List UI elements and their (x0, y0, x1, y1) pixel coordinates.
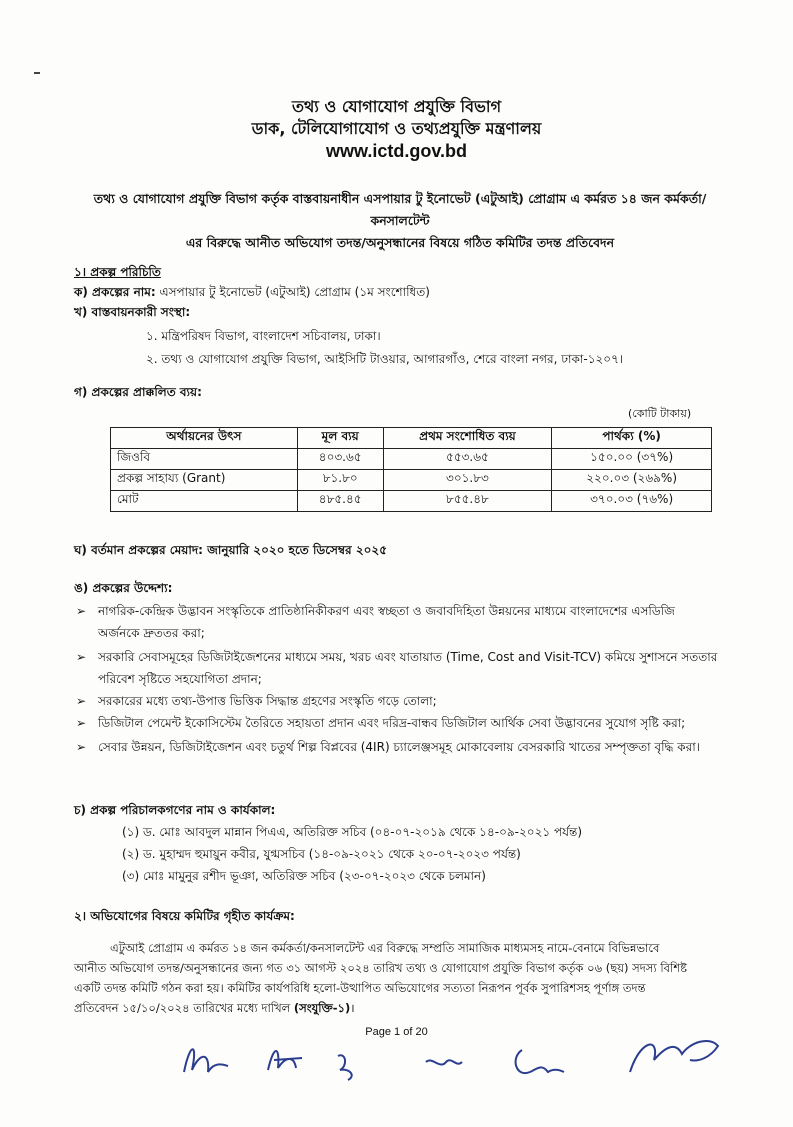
objective-text: সরকারের মধ্যে তথ্য-উপাত্ত ভিত্তিক সিদ্ধান্ত গ্রহণের সংস্কৃতি গড়ে তোলা; (98, 694, 437, 708)
annex-reference: (সংযুক্তি-১) (293, 1001, 351, 1015)
table-cell: প্রকল্প সাহায্য (Grant) (111, 470, 298, 491)
directors-heading: চ) প্রকল্প পরিচালকগণের নাম ও কার্যকাল: (74, 803, 276, 817)
signature-5 (516, 1050, 564, 1073)
table-cell: ৩৭০.০৩ (৭৬%) (552, 491, 712, 512)
report-title-line-2: এর বিরুদ্ধে আনীত অভিযোগ তদন্ত/অনুসন্ধানের বিষয়ে গঠিত কমিটির তদন্ত প্রতিবেদন (185, 235, 615, 250)
signature-1 (184, 1049, 228, 1072)
project-name-label: ক) প্রকল্পের নাম: (74, 285, 156, 299)
objective-text: ডিজিটাল পেমেন্ট ইকোসিস্টেম তৈরিতে সহায়তা প্রদান এবং দরিদ্র-বান্ধব ডিজিটাল আর্থিক সেবা উদ্ভাবনের সুযোগ সৃষ্টি করা; (98, 716, 686, 730)
currency-unit: (কোটি টাকায়) (628, 407, 692, 420)
table-cell: ৫৫৩.৬৫ (383, 449, 552, 470)
agency-item-2: ২. তথ্য ও যোগাযোগ প্রযুক্তি বিভাগ, আইসিটি টাওয়ার, আগারগাঁও, শেরে বাংলা নগর, ঢাকা-১২০৭। (146, 352, 624, 366)
cost-table (110, 427, 712, 512)
objective-text: সেবার উন্নয়ন, ডিজিটাইজেশন এবং চতুর্থ শিল্প বিপ্লবের (4IR) চ্যালেঞ্জসমূহ মোকাবেলায় বেসরকারি খাতের সম্পৃক্ততা বৃদ্ধি করা। (98, 740, 700, 754)
table-header: প্রথম সংশোধিত ব্যয় (383, 428, 552, 449)
director-item: (১) ড. মোঃ আবদুল মান্নান পিএএ, অতিরিক্ত সচিব (০৪-০৭-২০১৯ থেকে ১৪-০৯-২০২১ পর্যন্ত) (122, 825, 583, 839)
table-row (111, 470, 712, 491)
table-cell: মোট (111, 491, 298, 512)
signature-marks (170, 1032, 730, 1092)
page-number: Page 1 of 20 (365, 1026, 428, 1038)
estimated-cost-label: গ) প্রকল্পের প্রাক্কলিত ব্যয়: (74, 385, 202, 399)
list-item (76, 646, 718, 690)
table-cell: জিওবি (111, 449, 298, 470)
list-item (76, 736, 718, 758)
table-cell: ৪০৩.৬৫ (297, 449, 383, 470)
arrow-bullet-icon: ➢ (76, 650, 87, 664)
report-title-line-1: তথ্য ও যোগাযোগ প্রযুক্তি বিভাগ কর্তৃক বাস্তবায়নাধীন এসপায়ার টু ইনোভেট (এটুআই) প্রোগ্রাম এ কর্মরত ১৪ জন কর্মকর্তা/কনসালটেন্ট (93, 191, 707, 228)
paragraph-line: আনীত অভিযোগ তদন্ত/অনুসন্ধানের জন্য গত ৩১ আগস্ট ২০২৪ তারিখ তথ্য ও যোগাযোগ প্রযুক্তি বিভাগ কর্তৃক ০৬ (ছয়) সদস্য বিশিষ্ট (74, 961, 688, 975)
list-item (76, 600, 718, 644)
paragraph-line: একটি তদন্ত কমিটি গঠন করা হয়। কমিটির কার্যপরিধি হলো-উত্থাপিত অভিযোগের সত্যতা নিরূপন পূর্বক সুপারিশসহ পূর্ণাঙ্গ তদন্ত (74, 981, 646, 995)
table-header: অর্থায়নের উৎস (111, 428, 298, 449)
signature-3 (338, 1055, 352, 1080)
table-cell: ২২০.০৩ (২৬৯%) (552, 470, 712, 491)
arrow-bullet-icon: ➢ (76, 716, 87, 730)
objective-text: নাগরিক-কেন্দ্রিক উদ্ভাবন সংস্কৃতিকে প্রাতিষ্ঠানিকীকরণ এবং স্বচ্ছতা ও জবাবদিহিতা উন্নয়নের মাধ্যমে বাংলাদেশের এসডিজি অর্জনকে দ্রুততর করা; (98, 604, 675, 640)
list-item (76, 712, 718, 734)
ministry-name: ডাক, টেলিযোগাযোগ ও তথ্যপ্রযুক্তি মন্ত্রণালয় (251, 119, 542, 138)
table-cell: ৪৮৫.৪৫ (297, 491, 383, 512)
arrow-bullet-icon: ➢ (76, 694, 87, 708)
project-name-row (74, 282, 430, 302)
paragraph-line-end: । (350, 1001, 355, 1015)
section-2-heading: ২। অভিযোগের বিষয়ে কমিটির গৃহীত কার্যক্রম: (74, 909, 295, 923)
paragraph-line (74, 998, 355, 1018)
table-row (111, 491, 712, 512)
table-row (111, 449, 712, 470)
report-title (70, 188, 730, 254)
website-url[interactable]: www.ictd.gov.bd (326, 141, 467, 161)
signature-2 (268, 1051, 302, 1070)
agency-item-1: ১. মন্ত্রিপরিষদ বিভাগ, বাংলাদেশ সচিবালয়, ঢাকা। (146, 329, 381, 343)
signature-6 (630, 1041, 718, 1072)
list-item (76, 690, 718, 712)
letterhead (0, 96, 793, 162)
paragraph-line-text: প্রতিবেদন ১৫/১০/২০২৪ তারিখের মধ্যে দাখিল (74, 1001, 294, 1015)
director-item: (২) ড. মুহাম্মদ হুমায়ুন কবীর, যুগ্মসচিব (১৪-০৯-২০২১ থেকে ২০-০৭-২০২৩ পর্যন্ত) (122, 847, 521, 861)
signature-4 (426, 1060, 462, 1064)
table-cell: ৮৫৫.৪৮ (383, 491, 552, 512)
department-name: তথ্য ও যোগাযোগ প্রযুক্তি বিভাগ (291, 97, 502, 116)
implementing-agency-label: খ) বাস্তবায়নকারী সংস্থা: (74, 305, 191, 319)
arrow-bullet-icon: ➢ (76, 604, 87, 618)
scan-mark (34, 72, 40, 74)
table-header: মূল ব্যয় (297, 428, 383, 449)
table-cell: ৩০১.৮৩ (383, 470, 552, 491)
table-cell: ৮১.৮০ (297, 470, 383, 491)
objective-text: সরকারি সেবাসমূহের ডিজিটাইজেশনের মাধ্যমে সময়, খরচ এবং যাতায়াত (Time, Cost and Visit-TCV) কমিয়ে সুশাসনে সততার পরিবেশ সৃষ্টিতে সহযোগিতা প্রদান; (98, 650, 718, 686)
table-header: পার্থক্য (%) (552, 428, 712, 449)
paragraph-line: এটুআই প্রোগ্রাম এ কর্মরত ১৪ জন কর্মকর্তা/কনসালটেন্ট এর বিরুদ্ধে সম্প্রতি সামাজিক মাধ্যমসহ নামে-বেনামে বিভিন্নভাবে (110, 941, 660, 955)
arrow-bullet-icon: ➢ (76, 740, 87, 754)
section-1-heading: ১। প্রকল্প পরিচিতি (74, 265, 161, 279)
table-cell: ১৫০.০০ (৩৭%) (552, 449, 712, 470)
project-name-value: এসপায়ার টু ইনোভেট (এটুআই) প্রোগ্রাম (১ম সংশোধিত) (155, 285, 430, 299)
director-item: (৩) মোঃ মামুনুর রশীদ ভূঞা, অতিরিক্ত সচিব (২৩-০৭-২০২৩ থেকে চলমান) (122, 869, 486, 883)
table-header-row (111, 428, 712, 449)
project-duration: ঘ) বর্তমান প্রকল্পের মেয়াদ: জানুয়ারি ২০২০ হতে ডিসেম্বর ২০২৫ (74, 543, 388, 557)
objectives-heading: ঙ) প্রকল্পের উদ্দেশ্য: (74, 581, 173, 595)
